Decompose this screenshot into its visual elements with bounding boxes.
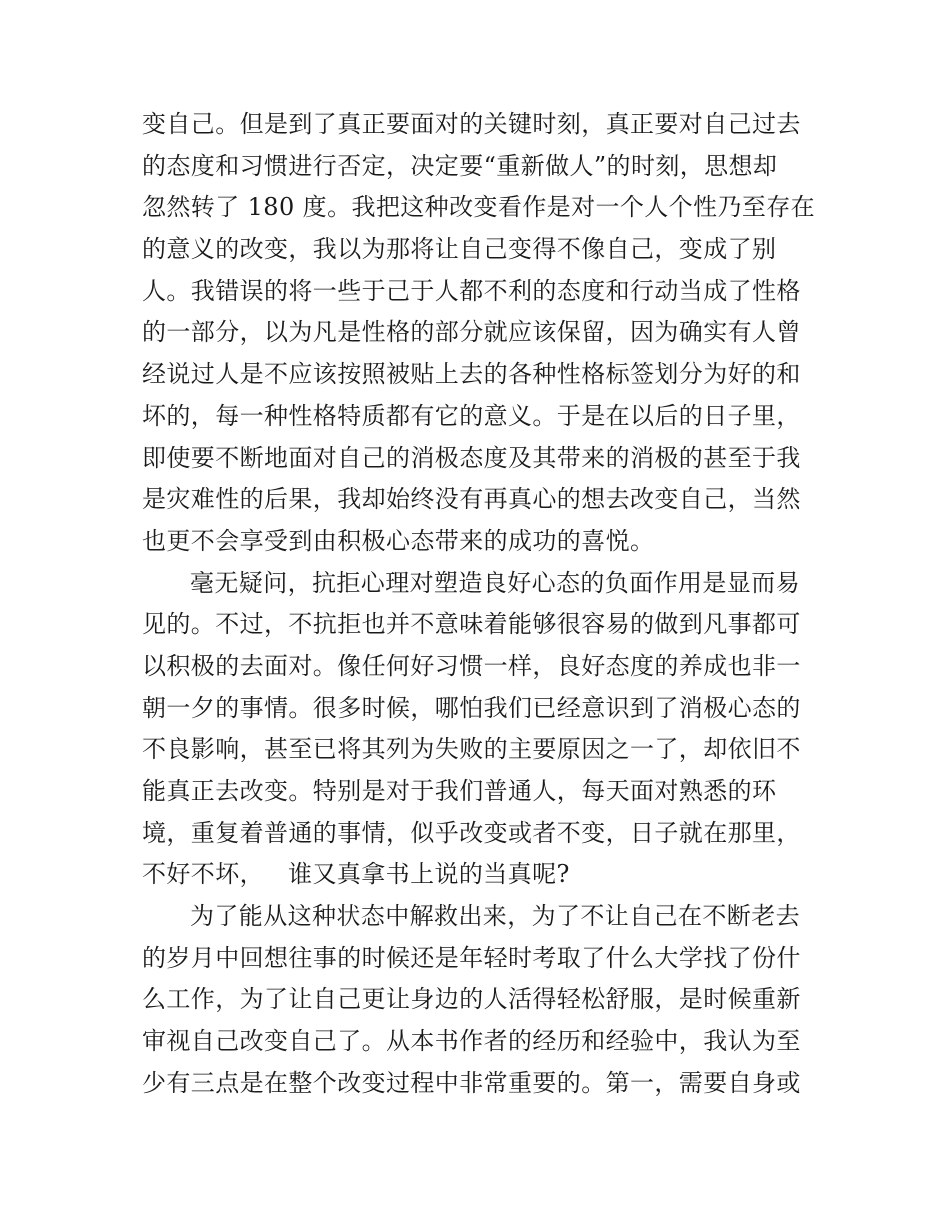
text-line: 的意义的改变，我以为那将让自己变得不像自己，变成了别 (142, 235, 777, 264)
text-line: 人。我错误的将一些于己于人都不利的态度和行动当成了性格 (142, 276, 801, 305)
paragraph (142, 563, 814, 897)
text-line: 么工作，为了让自己更让身边的人活得轻松舒服，是时候重新 (142, 985, 801, 1014)
paragraph (142, 104, 814, 563)
text-line: 经说过人是不应该按照被贴上去的各种性格标签划分为好的和 (142, 360, 801, 389)
text-line: 的岁月中回想往事的时候还是年轻时考取了什么大学找了份什 (142, 943, 801, 972)
text-line: 坏的，每一种性格特质都有它的意义。于是在以后的日子里， (142, 401, 801, 430)
text-line: 的态度和习惯进行否定，决定要“重新做人”的时刻，思想却 (142, 151, 778, 180)
text-line: 能真正去改变。特别是对于我们普通人，每天面对熟悉的环 (142, 777, 777, 805)
text-line: 不好不坏， 谁又真拿书上说的当真呢? (142, 860, 570, 889)
text-line: 忽然转了 180 度。我把这种改变看作是对一个人个性乃至存在 (142, 193, 816, 222)
text-line: 也更不会享受到由积极心态带来的成功的喜悦。 (142, 526, 655, 555)
text-line: 是灾难性的后果，我却始终没有再真心的想去改变自己，当然 (142, 485, 801, 514)
text-line: 审视自己改变自己了。从本书作者的经历和经验中，我认为至 (142, 1027, 801, 1056)
text-line: 变自己。但是到了真正要面对的关键时刻，真正要对自己过去 (142, 110, 801, 138)
document-page (142, 104, 814, 1105)
body-text (142, 104, 814, 1105)
text-line: 朝一夕的事情。很多时候，哪怕我们已经意识到了消极心态的 (142, 693, 801, 722)
text-line: 见的。不过，不抗拒也并不意味着能够很容易的做到凡事都可 (142, 610, 801, 639)
paragraph (142, 896, 814, 1104)
text-line: 不良影响，甚至已将其列为失败的主要原因之一了，却依旧不 (142, 735, 801, 764)
text-line: 毫无疑问，抗拒心理对塑造良好心态的负面作用是显而易 (190, 568, 800, 597)
text-line: 以积极的去面对。像任何好习惯一样，良好态度的养成也非一 (142, 651, 801, 680)
text-line: 少有三点是在整个改变过程中非常重要的。第一，需要自身或 (142, 1068, 801, 1097)
text-line: 的一部分，以为凡是性格的部分就应该保留，因为确实有人曾 (142, 318, 801, 347)
text-line: 为了能从这种状态中解救出来，为了不让自己在不断老去 (190, 902, 800, 931)
text-line: 境，重复着普通的事情，似乎改变或者不变，日子就在那里， (142, 818, 801, 847)
text-line: 即使要不断地面对自己的消极态度及其带来的消极的甚至于我 (142, 443, 801, 472)
